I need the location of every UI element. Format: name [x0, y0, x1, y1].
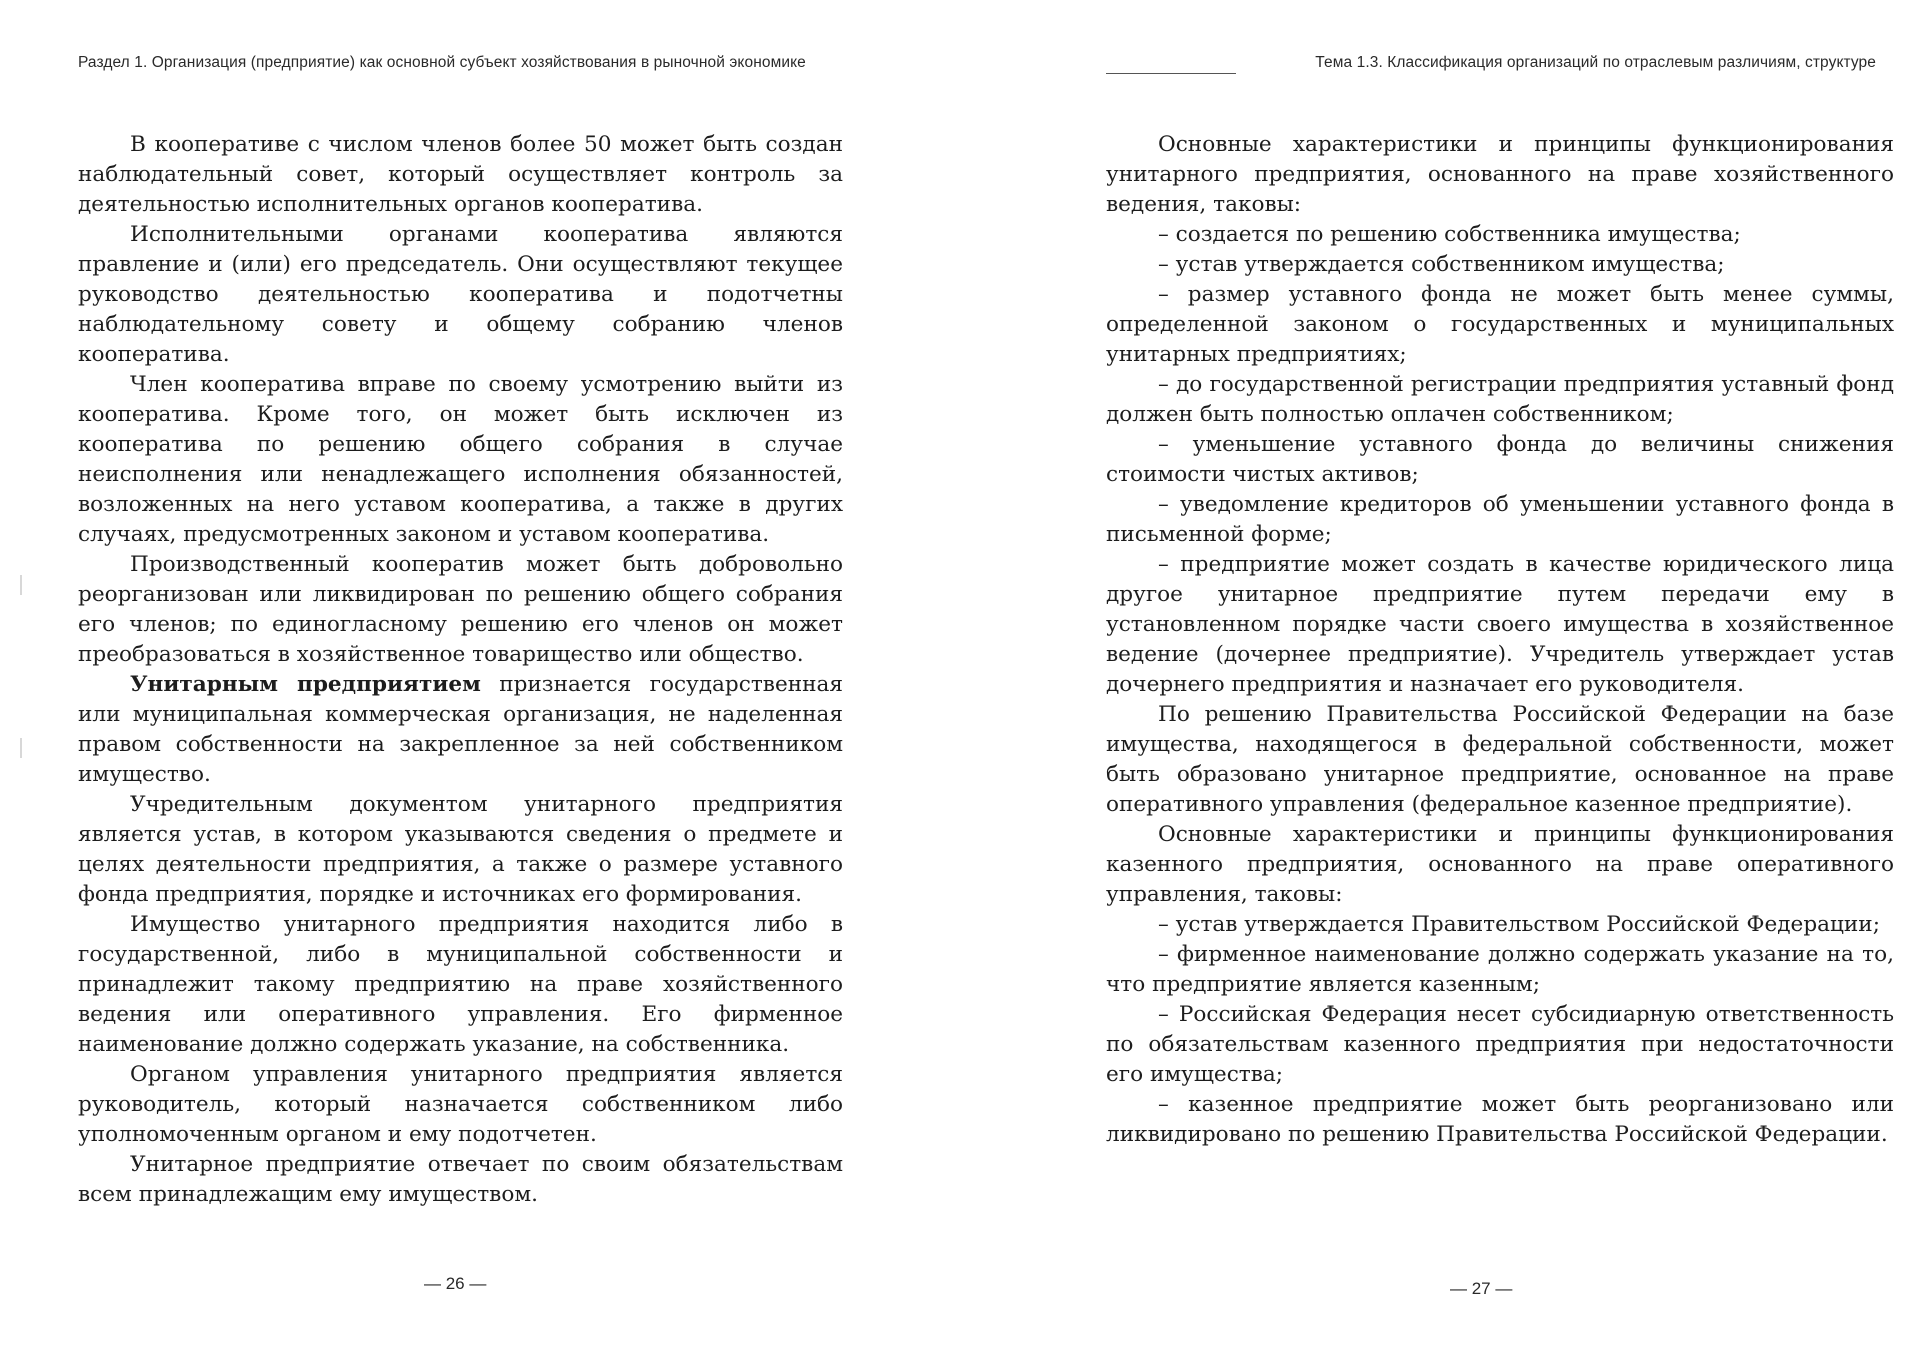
right-page-number: — 27 —: [1450, 1279, 1513, 1298]
left-body-text: [78, 130, 843, 1210]
left-page: [0, 0, 940, 1371]
right-running-head: Тема 1.3. Классификация организаций по отраслевым различиям, структуре: [1315, 54, 1876, 71]
paragraph: Член кооператива вправе по своему усмотрению выйти из кооператива. Кроме того, он может быть исключен из кооператива по решению общего собрания в случае неисполнения или ненадлежащего исполнения обязанностей, возложенных на него уставом кооператива, а также в других случаях, предусмотренных законом и уставом кооператива.: [78, 372, 843, 547]
bold-term: Унитарным предприятием: [130, 672, 481, 697]
paragraph: По решению Правительства Российской Федерации на базе имущества, находящегося в федеральной собственности, может быть образовано унитарное предприятие, основанное на праве оперативного управления (федеральное казенное предприятие).: [1106, 702, 1894, 817]
list-item: – устав утверждается Правительством Российской Федерации;: [1106, 910, 1894, 940]
list-item: – Российская Федерация несет субсидиарную ответственность по обязательствам казенного предприятия при недостаточности его имущества;: [1106, 1000, 1894, 1090]
list-item: – устав утверждается собственником имущества;: [1106, 250, 1894, 280]
list-item: – казенное предприятие может быть реорганизовано или ликвидировано по решению Правительства Российской Федерации.: [1106, 1090, 1894, 1150]
left-running-head: Раздел 1. Организация (предприятие) как основной субъект хозяйствования в рыночной экономике: [78, 54, 806, 71]
paragraph-rest: признается государственная или муниципальная коммерческая организация, не наделенная правом собственности на закрепленное за ней собственником имущество.: [78, 672, 844, 787]
paragraph: Основные характеристики и принципы функционирования казенного предприятия, основанного на праве оперативного управления, таковы:: [1106, 822, 1894, 907]
right-body-text: [1106, 130, 1894, 1150]
paragraph: Имущество унитарного предприятия находится либо в государственной, либо в муниципальной собственности и принадлежит такому предприятию на праве хозяйственного ведения или оперативного управления. Его фирменное наименование должно содержать указание, на собственника.: [78, 912, 843, 1057]
list-item: – уведомление кредиторов об уменьшении уставного фонда в письменной форме;: [1106, 490, 1894, 550]
list-item: – создается по решению собственника имущества;: [1106, 220, 1894, 250]
running-head-rule: [1106, 73, 1236, 74]
margin-mark: [20, 738, 22, 758]
right-page: [966, 0, 1906, 1371]
paragraph: В кооперативе с числом членов более 50 может быть создан наблюдательный совет, который осуществляет контроль за деятельностью исполнительных органов кооператива.: [78, 132, 843, 217]
list-item: – размер уставного фонда не может быть менее суммы, определенной законом о государственных и муниципальных унитарных предприятиях;: [1106, 280, 1894, 370]
paragraph: Исполнительными органами кооператива являются правление и (или) его председатель. Они осуществляют текущее руководство деятельностью кооператива и подотчетны наблюдательному совету и общему собранию членов кооператива.: [78, 222, 843, 367]
paragraph: Производственный кооператив может быть добровольно реорганизован или ликвидирован по решению общего собрания его членов; по единогласному решению его членов он может преобразоваться в хозяйственное товарищество или общество.: [78, 552, 843, 667]
list-item: – фирменное наименование должно содержать указание на то, что предприятие является казенным;: [1106, 940, 1894, 1000]
paragraph: Органом управления унитарного предприятия является руководитель, который назначается собственником либо уполномоченным органом и ему подотчетен.: [78, 1062, 843, 1147]
left-page-number: — 26 —: [424, 1274, 487, 1293]
paragraph: Унитарное предприятие отвечает по своим обязательствам всем принадлежащим ему имуществом.: [78, 1152, 843, 1207]
paragraph-unitary-definition: [78, 670, 843, 790]
list-item: – предприятие может создать в качестве юридического лица другое унитарное предприятие путем передачи ему в установленном порядке части своего имущества в хозяйственное ведение (дочернее предприятие). Учредитель утверждает устав дочернего предприятия и назначает его руководителя.: [1106, 550, 1894, 700]
list-item: – уменьшение уставного фонда до величины снижения стоимости чистых активов;: [1106, 430, 1894, 490]
paragraph: Основные характеристики и принципы функционирования унитарного предприятия, основанного на праве хозяйственного ведения, таковы:: [1106, 132, 1894, 217]
paragraph: Учредительным документом унитарного предприятия является устав, в котором указываются сведения о предмете и целях деятельности предприятия, а также о размере уставного фонда предприятия, порядке и источниках его формирования.: [78, 792, 843, 907]
margin-mark: [20, 575, 22, 595]
list-item: – до государственной регистрации предприятия уставный фонд должен быть полностью оплачен собственником;: [1106, 370, 1894, 430]
